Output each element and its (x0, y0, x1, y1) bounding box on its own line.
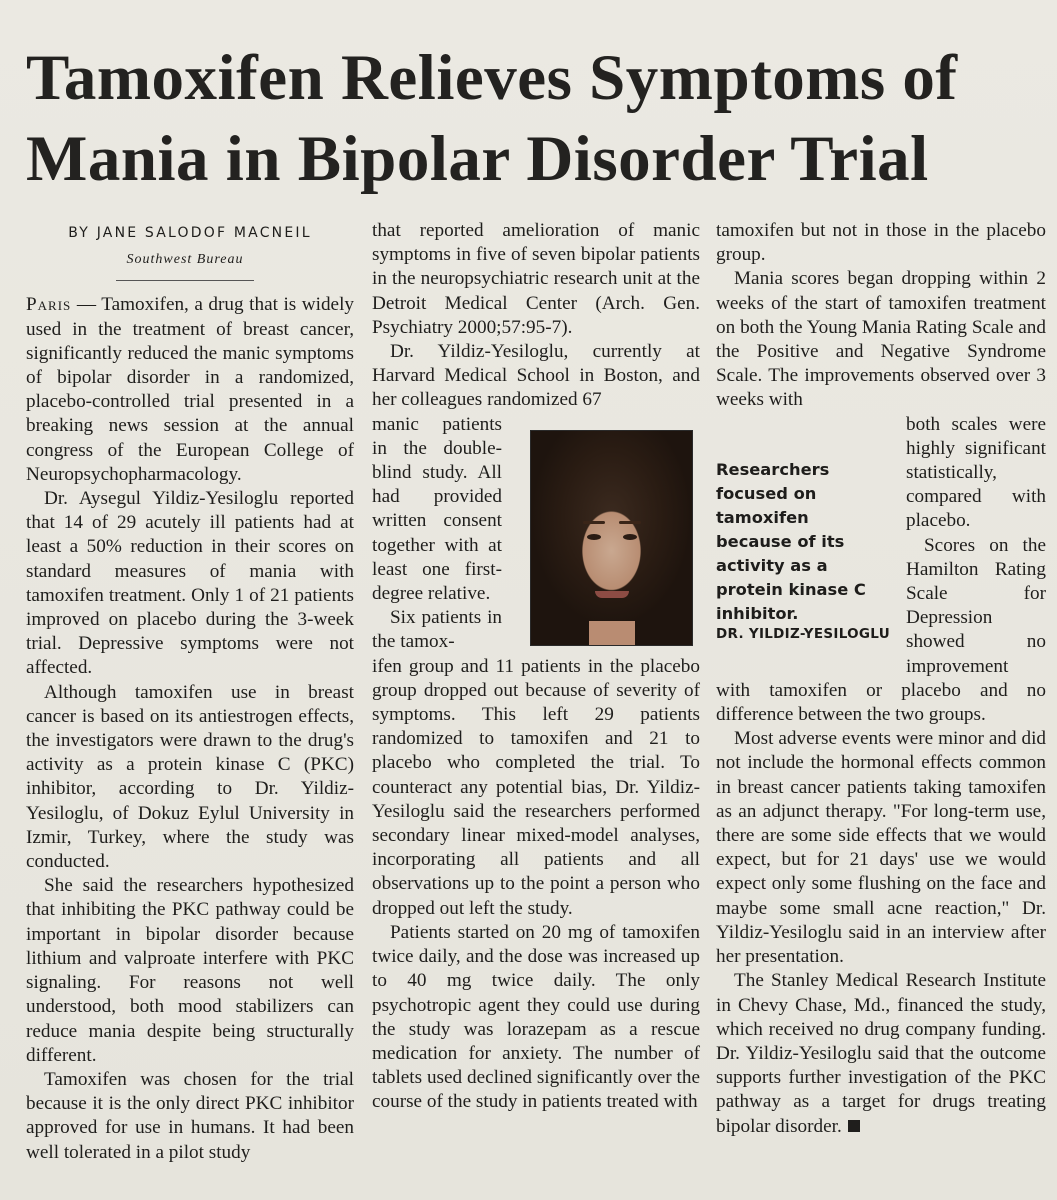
pull-quote-credit: DR. YILDIZ-YESILOGLU (716, 626, 890, 642)
dateline: Paris (26, 294, 72, 316)
paragraph: Although tamoxifen use in breast cancer is based on its antiestrogen effects, the investigators were drawn to the drug's activity as a protein kinase C (PKC) inhibitor, according to Dr. Yildiz-Yesiloglu, of Dokuz Eylul University in Izmir, Turkey, where the study was conducted. (26, 681, 354, 873)
paragraph-text: The Stanley Medical Research Institute in Chevy Chase, Md., financed the study, which received no drug company funding. Dr. Yildiz-Yesiloglu said that the outcome supports further investigation of the PKC pathway as a target for drugs treating bipolar disorder. (716, 970, 1046, 1137)
paragraph: Mania scores began dropping within 2 weeks of the start of tamoxifen treatment on both the Young Mania Rating Scale and the Positive and Negative Syndrome Scale. The improvements observed over 3 weeks with (716, 268, 1046, 411)
portrait-photo (530, 430, 693, 646)
headline: Tamoxifen Relieves Symptoms of Mania in Bipolar Disorder Trial (26, 42, 958, 195)
paragraph: Most adverse events were minor and did not include the hormonal effects common in breast cancer patients taking tamoxifen as an adjunct therapy. "For long-term use, there are some side effects that we would expect, but for 21 days' use we would expect only some flushing on the face and maybe some small acne reaction," Dr. Yildiz-Yesiloglu said in an interview after her presentation. (716, 728, 1046, 968)
paragraph: She said the researchers hypothesized that inhibiting the PKC pathway could be important in bipolar disorder because lithium and valproate interfere with PKC signaling. For reasons not well understood, both mood stabilizers can reduce mania despite being structurally different. (26, 875, 354, 1066)
paragraph: tamoxifen but not in those in the placebo group. (716, 220, 1046, 266)
pull-quote: Researchers focused on tamoxifen because of its activity as a protein kinase C inhibitor. (716, 460, 866, 623)
paragraph: both scales were highly significant statistically, compared with placebo. (906, 413, 1046, 532)
paragraph: ifen group and 11 patients in the placebo group dropped out because of severity of symptoms. This left 29 patients randomized to tamoxifen and 21 to placebo who completed the trial. To counteract any potential bias, Dr. Yildiz-Yesiloglu said the researchers performed secondary linear mixed-model analyses, incorporating all patients and all observations up to the point a person who dropped out left the study. (372, 655, 700, 919)
paragraph: Scores on the Hamilton Rating Scale for Depression showed no improvement (906, 534, 1046, 677)
column-3 (716, 219, 1046, 1139)
paragraph (716, 969, 1046, 1138)
paragraph (26, 293, 354, 487)
paragraph: Six patients in the tamox- (372, 607, 502, 653)
paragraph: that reported amelioration of manic symptoms in five of seven bipolar patients in the neuropsychiatric research unit at the Detroit Medical Center (Arch. Gen. Psychiatry 2000;57:95-7). (372, 220, 700, 338)
column-2 (372, 219, 700, 1115)
byline: BY JANE SALODOF MACNEIL (68, 225, 312, 241)
paragraph: Dr. Yildiz-Yesiloglu, currently at Harvard Medical School in Boston, and her colleagues randomized 67 (372, 341, 700, 411)
paragraph-text: — Tamoxifen, a drug that is widely used in the treatment of breast cancer, significantly reduced the manic symptoms of bipolar disorder in a randomized, placebo-controlled trial presented in a breaking news session at the annual congress of the European College of Neuropsychopharmacology. (26, 294, 355, 485)
paragraph: with tamoxifen or placebo and no difference between the two groups. (716, 679, 1046, 726)
end-mark-icon (848, 1120, 860, 1132)
paragraph: manic patients in the double-blind study. All had provided written consent together with at least one first-degree relative. (372, 413, 502, 605)
paragraph: Tamoxifen was chosen for the trial because it is the only direct PKC inhibitor approved for use in humans. It had been well tolerated in a pilot study (26, 1068, 354, 1163)
bureau: Southwest Bureau (116, 248, 254, 281)
paragraph: Patients started on 20 mg of tamoxifen twice daily, and the dose was increased up to 40 mg twice daily. The only psychotropic agent they could use during the study was lorazepam as a rescue medication for anxiety. The number of tablets used declined significantly over the course of the study in patients treated with (372, 921, 700, 1113)
column-1 (26, 219, 354, 1165)
paragraph: Dr. Aysegul Yildiz-Yesiloglu reported that 14 of 29 acutely ill patients had at least a 50% reduction in their scores on standard measures of mania with tamoxifen treatment. Only 1 of 21 patients improved on placebo during the 3-week trial. Depressive symptoms were not affected. (26, 488, 354, 679)
